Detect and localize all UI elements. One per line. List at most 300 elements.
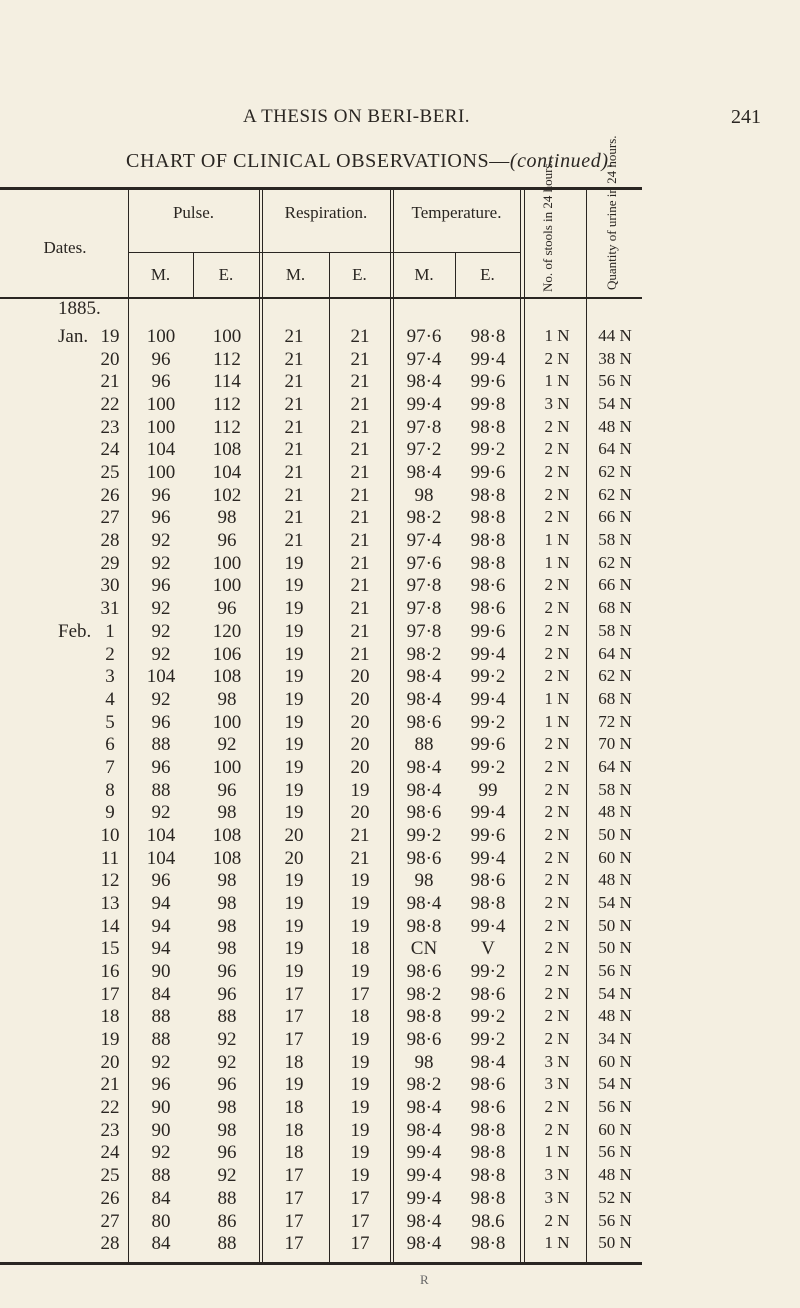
te-cell: 99·2	[470, 666, 506, 688]
re-cell: 19	[350, 1165, 370, 1187]
pm-cell: 96	[151, 756, 171, 778]
rm-cell: 17	[284, 1187, 304, 1209]
u-cell: 56 N	[598, 371, 632, 391]
tm-cell: 97·6	[406, 552, 442, 574]
s-cell: 2 N	[544, 779, 570, 799]
pm-cell: 104	[146, 824, 176, 846]
s-cell: 3 N	[544, 1051, 570, 1071]
pe-cell: 96	[217, 530, 237, 552]
pm-cell: 94	[151, 915, 171, 937]
tm-cell: 98·6	[406, 802, 442, 824]
tm-cell: 98·4	[406, 666, 442, 688]
pe-cell: 92	[217, 1051, 237, 1073]
date-cell: 13	[100, 893, 120, 914]
tm-cell: 98·6	[406, 1029, 442, 1051]
rm-cell: 19	[284, 756, 304, 778]
date-cell: 25	[100, 1165, 120, 1187]
te-cell: V	[481, 938, 495, 960]
re-cell: 17	[350, 1210, 370, 1232]
u-cell: 56 N	[598, 961, 632, 981]
rm-cell: 21	[284, 371, 304, 393]
re-cell: 20	[350, 756, 370, 778]
pe-cell: 98	[217, 1119, 237, 1141]
date-cell: 24	[100, 1142, 120, 1164]
u-cell: 58 N	[598, 530, 632, 550]
u-cell: 56 N	[598, 1210, 632, 1230]
pe-cell: 98	[217, 507, 237, 529]
pe-cell: 98	[217, 893, 237, 914]
pe-cell: 98	[217, 870, 237, 892]
tm-cell: 99·4	[406, 1187, 442, 1209]
rm-cell: 17	[284, 1210, 304, 1232]
rm-cell: 18	[284, 1119, 304, 1141]
te-cell: 99·4	[470, 802, 506, 824]
rm-cell: 21	[284, 394, 304, 416]
re-cell: 18	[350, 938, 370, 960]
s-cell: 2 N	[544, 1119, 570, 1139]
s-cell: 1 N	[544, 371, 570, 391]
tm-cell: 98·6	[406, 711, 442, 733]
month-jan: Jan.	[58, 326, 89, 347]
pm-cell: 100	[146, 416, 176, 438]
rm-cell: 21	[284, 507, 304, 529]
table-bottom-rule	[0, 1262, 642, 1265]
date-cell: 9	[105, 802, 115, 824]
te-cell: 98·8	[470, 530, 506, 552]
rm-cell: 21	[284, 530, 304, 552]
rm-cell: 19	[284, 666, 304, 688]
rm-cell: 17	[284, 1165, 304, 1187]
month-feb: Feb.	[58, 620, 92, 642]
rm-cell: 19	[284, 870, 304, 892]
pe-cell: 100	[212, 756, 242, 778]
rm-cell: 19	[284, 779, 304, 801]
tm-cell: 98·4	[406, 1119, 442, 1141]
date-cell: 12	[100, 870, 120, 892]
re-cell: 21	[350, 462, 370, 484]
s-cell: 2 N	[544, 802, 570, 822]
pe-cell: 88	[217, 1233, 237, 1255]
te-cell: 98·8	[470, 484, 506, 506]
u-cell: 48 N	[598, 1165, 632, 1185]
pm-cell: 104	[146, 847, 176, 869]
rm-cell: 17	[284, 1029, 304, 1051]
pm-cell: 80	[151, 1210, 171, 1232]
s-cell: 2 N	[544, 938, 570, 958]
date-cell: 19	[100, 326, 120, 347]
u-cell: 48 N	[598, 416, 632, 436]
te-cell: 98·8	[470, 507, 506, 529]
re-cell: 19	[350, 1119, 370, 1141]
date-cell: 14	[100, 915, 120, 937]
tm-cell: 98	[414, 1051, 434, 1073]
header-temp-e: E.	[480, 265, 495, 284]
te-cell: 98·8	[470, 1165, 506, 1187]
date-cell: 15	[100, 938, 120, 960]
s-cell: 2 N	[544, 915, 570, 935]
date-cell: 19	[100, 1029, 120, 1051]
tm-cell: 98·4	[406, 779, 442, 801]
date-cell: 6	[105, 734, 115, 756]
date-cell: 22	[100, 1097, 120, 1119]
u-cell: 44 N	[598, 326, 632, 345]
col-rule	[259, 189, 260, 1262]
date-cell: 27	[100, 507, 120, 529]
s-cell: 1 N	[544, 688, 570, 708]
header-resp-e: E.	[352, 265, 367, 284]
pe-cell: 112	[213, 394, 241, 416]
pm-cell: 90	[151, 1119, 171, 1141]
re-cell: 17	[350, 1187, 370, 1209]
te-cell: 99·2	[470, 1006, 506, 1028]
pe-cell: 88	[217, 1187, 237, 1209]
date-cell: 29	[100, 552, 120, 574]
te-cell: 98·4	[470, 1051, 506, 1073]
tm-cell: 97·8	[406, 620, 442, 642]
u-cell: 60 N	[598, 1119, 632, 1139]
re-cell: 21	[350, 530, 370, 552]
u-cell: 62 N	[598, 484, 632, 504]
tm-cell: 99·4	[406, 1142, 442, 1164]
date-cell: 7	[105, 756, 115, 778]
s-cell: 3 N	[544, 1074, 570, 1094]
re-cell: 21	[350, 598, 370, 620]
rm-cell: 20	[284, 847, 304, 869]
date-cell: 4	[105, 688, 115, 710]
u-cell: 60 N	[598, 847, 632, 867]
re-cell: 21	[350, 552, 370, 574]
date-cell: 25	[100, 462, 120, 484]
date-cell: 21	[100, 1074, 120, 1096]
re-cell: 19	[350, 779, 370, 801]
header-pulse: Pulse.	[172, 203, 215, 222]
te-cell: 98·6	[470, 575, 506, 597]
pm-cell: 96	[151, 711, 171, 733]
date-cell: 1	[105, 620, 115, 642]
header-pulse-e: E.	[218, 265, 234, 284]
pm-cell: 104	[146, 439, 176, 461]
pe-cell: 112	[213, 416, 241, 438]
pm-cell: 84	[151, 1233, 171, 1255]
header-dates: Dates.	[43, 238, 87, 257]
col-rule	[586, 189, 587, 1262]
page-number: 241	[731, 106, 761, 128]
u-cell: 50 N	[598, 915, 632, 935]
date-cell: 16	[100, 961, 120, 983]
pe-cell: 100	[212, 552, 242, 574]
tm-cell: 97·8	[406, 575, 442, 597]
tm-cell: 99·4	[406, 394, 442, 416]
rm-cell: 19	[284, 1074, 304, 1096]
rm-cell: 18	[284, 1051, 304, 1073]
date-cell: 26	[100, 484, 120, 506]
date-cell: 20	[100, 348, 120, 370]
s-cell: 2 N	[544, 598, 570, 618]
pe-cell: 108	[212, 824, 242, 846]
date-cell: 24	[100, 439, 120, 461]
s-cell: 2 N	[544, 1006, 570, 1026]
rm-cell: 17	[284, 1006, 304, 1028]
u-cell: 38 N	[598, 348, 632, 368]
re-cell: 21	[350, 484, 370, 506]
header-resp-m: M.	[285, 265, 306, 284]
re-cell: 20	[350, 711, 370, 733]
s-cell: 2 N	[544, 824, 570, 844]
pm-cell: 96	[151, 1074, 171, 1096]
pe-cell: 96	[217, 983, 237, 1005]
te-cell: 98·8	[470, 1119, 506, 1141]
pe-cell: 120	[212, 620, 242, 642]
re-cell: 20	[350, 802, 370, 824]
pm-cell: 92	[151, 1051, 171, 1073]
tm-cell: 97·4	[406, 530, 442, 552]
pe-cell: 96	[217, 598, 237, 620]
tm-cell: 98·8	[406, 1006, 442, 1028]
s-cell: 1 N	[544, 326, 570, 345]
rm-cell: 17	[284, 1233, 304, 1255]
rm-cell: 19	[284, 598, 304, 620]
header-respiration: Respiration.	[284, 203, 368, 222]
tm-cell: 97·2	[406, 439, 442, 461]
date-cell: 28	[100, 530, 120, 552]
pm-cell: 92	[151, 688, 171, 710]
pm-cell: 92	[151, 620, 171, 642]
pm-cell: 90	[151, 961, 171, 983]
u-cell: 68 N	[598, 688, 632, 708]
u-cell: 58 N	[598, 779, 632, 799]
te-cell: 99·4	[470, 847, 506, 869]
pm-cell: 92	[151, 643, 171, 665]
re-cell: 18	[350, 1006, 370, 1028]
re-cell: 17	[350, 1233, 370, 1255]
date-cell: 31	[100, 598, 120, 620]
s-cell: 2 N	[544, 507, 570, 527]
tm-cell: 98·6	[406, 961, 442, 983]
rm-cell: 19	[284, 711, 304, 733]
pm-cell: 100	[146, 462, 176, 484]
te-cell: 98·8	[470, 326, 506, 347]
u-cell: 66 N	[598, 507, 632, 527]
tm-cell: 98	[414, 484, 434, 506]
pe-cell: 98	[217, 802, 237, 824]
tm-cell: 98·6	[406, 847, 442, 869]
tm-cell: 97·4	[406, 348, 442, 370]
te-cell: 98·6	[470, 598, 506, 620]
date-cell: 27	[100, 1210, 120, 1232]
u-cell: 64 N	[598, 643, 632, 663]
date-cell: 22	[100, 394, 120, 416]
pm-cell: 94	[151, 938, 171, 960]
re-cell: 21	[350, 348, 370, 370]
te-cell: 99·4	[470, 915, 506, 937]
s-cell: 2 N	[544, 756, 570, 776]
tm-cell: 98·4	[406, 1097, 442, 1119]
tm-cell: 98·2	[406, 643, 442, 665]
rm-cell: 21	[284, 348, 304, 370]
date-cell: 21	[100, 371, 120, 393]
re-cell: 21	[350, 507, 370, 529]
s-cell: 2 N	[544, 734, 570, 754]
date-cell: 20	[100, 1051, 120, 1073]
s-cell: 2 N	[544, 666, 570, 686]
pm-cell: 92	[151, 530, 171, 552]
re-cell: 19	[350, 893, 370, 914]
s-cell: 2 N	[544, 643, 570, 663]
s-cell: 1 N	[544, 1142, 570, 1162]
u-cell: 58 N	[598, 620, 632, 640]
pe-cell: 88	[217, 1006, 237, 1028]
pm-cell: 104	[146, 666, 176, 688]
s-cell: 1 N	[544, 530, 570, 550]
u-cell: 62 N	[598, 666, 632, 686]
s-cell: 2 N	[544, 416, 570, 436]
chart-title-continued: (continued).	[509, 150, 615, 172]
te-cell: 99·6	[470, 734, 506, 756]
s-cell: 2 N	[544, 983, 570, 1003]
date-cell: 23	[100, 1119, 120, 1141]
pe-cell: 86	[217, 1210, 237, 1232]
rm-cell: 19	[284, 893, 304, 914]
pe-cell: 104	[212, 462, 242, 484]
re-cell: 17	[350, 983, 370, 1005]
rm-cell: 21	[284, 439, 304, 461]
pm-cell: 92	[151, 552, 171, 574]
rm-cell: 18	[284, 1142, 304, 1164]
u-cell: 34 N	[598, 1029, 632, 1049]
re-cell: 19	[350, 915, 370, 937]
te-cell: 99·4	[470, 688, 506, 710]
tm-cell: 97·8	[406, 598, 442, 620]
tm-cell: 98·4	[406, 1233, 442, 1255]
te-cell: 98·8	[470, 893, 506, 914]
pe-cell: 102	[212, 484, 242, 506]
u-cell: 54 N	[598, 983, 632, 1003]
u-cell: 50 N	[598, 1233, 632, 1253]
running-head-title: A THESIS ON BERI-BERI.	[243, 106, 471, 127]
re-cell: 21	[350, 824, 370, 846]
u-cell: 56 N	[598, 1142, 632, 1162]
re-cell: 21	[350, 326, 370, 347]
s-cell: 2 N	[544, 439, 570, 459]
u-cell: 54 N	[598, 1074, 632, 1094]
rm-cell: 19	[284, 961, 304, 983]
pe-cell: 98	[217, 1097, 237, 1119]
te-cell: 98·8	[470, 1187, 506, 1209]
tm-cell: 98·4	[406, 893, 442, 914]
te-cell: 99·6	[470, 371, 506, 393]
re-cell: 20	[350, 734, 370, 756]
signature-mark: R	[420, 1272, 429, 1287]
s-cell: 3 N	[544, 1187, 570, 1207]
te-cell: 98·6	[470, 870, 506, 892]
pm-cell: 96	[151, 371, 171, 393]
s-cell: 2 N	[544, 847, 570, 867]
pm-cell: 88	[151, 1165, 171, 1187]
chart-title-main: CHART OF CLINICAL OBSERVATIONS—	[126, 150, 510, 172]
te-cell: 99·6	[470, 620, 506, 642]
u-cell: 54 N	[598, 394, 632, 414]
pe-cell: 100	[212, 711, 242, 733]
rm-cell: 19	[284, 915, 304, 937]
te-cell: 99·4	[470, 348, 506, 370]
header-urine: Quantity of urine in 24 hours.	[604, 135, 619, 290]
pm-cell: 88	[151, 1029, 171, 1051]
s-cell: 2 N	[544, 1097, 570, 1117]
tm-cell: 99·4	[406, 1165, 442, 1187]
tm-cell: 98·4	[406, 371, 442, 393]
re-cell: 21	[350, 394, 370, 416]
date-cell: 30	[100, 575, 120, 597]
rm-cell: 21	[284, 484, 304, 506]
date-cell: 18	[100, 1006, 120, 1028]
pe-cell: 96	[217, 779, 237, 801]
te-cell: 98.6	[471, 1210, 505, 1232]
rm-cell: 19	[284, 620, 304, 642]
pm-cell: 92	[151, 802, 171, 824]
tm-cell: 98·4	[406, 1210, 442, 1232]
tm-cell: 98·4	[406, 688, 442, 710]
re-cell: 19	[350, 1142, 370, 1164]
tm-cell: 97·6	[406, 326, 442, 347]
te-cell: 99·2	[470, 756, 506, 778]
u-cell: 60 N	[598, 1051, 632, 1071]
re-cell: 19	[350, 1097, 370, 1119]
pe-cell: 98	[217, 688, 237, 710]
rm-cell: 20	[284, 824, 304, 846]
pm-cell: 92	[151, 598, 171, 620]
re-cell: 19	[350, 1074, 370, 1096]
re-cell: 19	[350, 1051, 370, 1073]
pe-cell: 96	[217, 961, 237, 983]
re-cell: 21	[350, 371, 370, 393]
pe-cell: 92	[217, 734, 237, 756]
te-cell: 98·8	[470, 552, 506, 574]
s-cell: 3 N	[544, 1165, 570, 1185]
col-rule	[524, 189, 525, 1262]
pe-cell: 96	[217, 1142, 237, 1164]
u-cell: 66 N	[598, 575, 632, 595]
te-cell: 98·6	[470, 983, 506, 1005]
re-cell: 21	[350, 643, 370, 665]
rm-cell: 19	[284, 688, 304, 710]
pe-cell: 108	[212, 439, 242, 461]
rm-cell: 19	[284, 938, 304, 960]
re-cell: 21	[350, 620, 370, 642]
te-cell: 99·2	[470, 711, 506, 733]
s-cell: 3 N	[544, 394, 570, 414]
rm-cell: 21	[284, 326, 304, 347]
te-cell: 99	[478, 779, 498, 801]
u-cell: 56 N	[598, 1097, 632, 1117]
te-cell: 98·8	[470, 1142, 506, 1164]
te-cell: 98·6	[470, 1097, 506, 1119]
rm-cell: 19	[284, 734, 304, 756]
re-cell: 20	[350, 688, 370, 710]
s-cell: 1 N	[544, 1233, 570, 1253]
s-cell: 2 N	[544, 870, 570, 890]
tm-cell: 99·2	[406, 824, 442, 846]
date-cell: 10	[100, 824, 120, 846]
te-cell: 98·8	[470, 1233, 506, 1255]
tm-cell: 98·2	[406, 983, 442, 1005]
pe-cell: 114	[213, 371, 241, 393]
subheader-rule	[128, 252, 520, 253]
s-cell: 2 N	[544, 462, 570, 482]
rm-cell: 19	[284, 643, 304, 665]
pm-cell: 94	[151, 893, 171, 914]
tm-cell: 98·4	[406, 462, 442, 484]
tm-cell: 98·2	[406, 507, 442, 529]
